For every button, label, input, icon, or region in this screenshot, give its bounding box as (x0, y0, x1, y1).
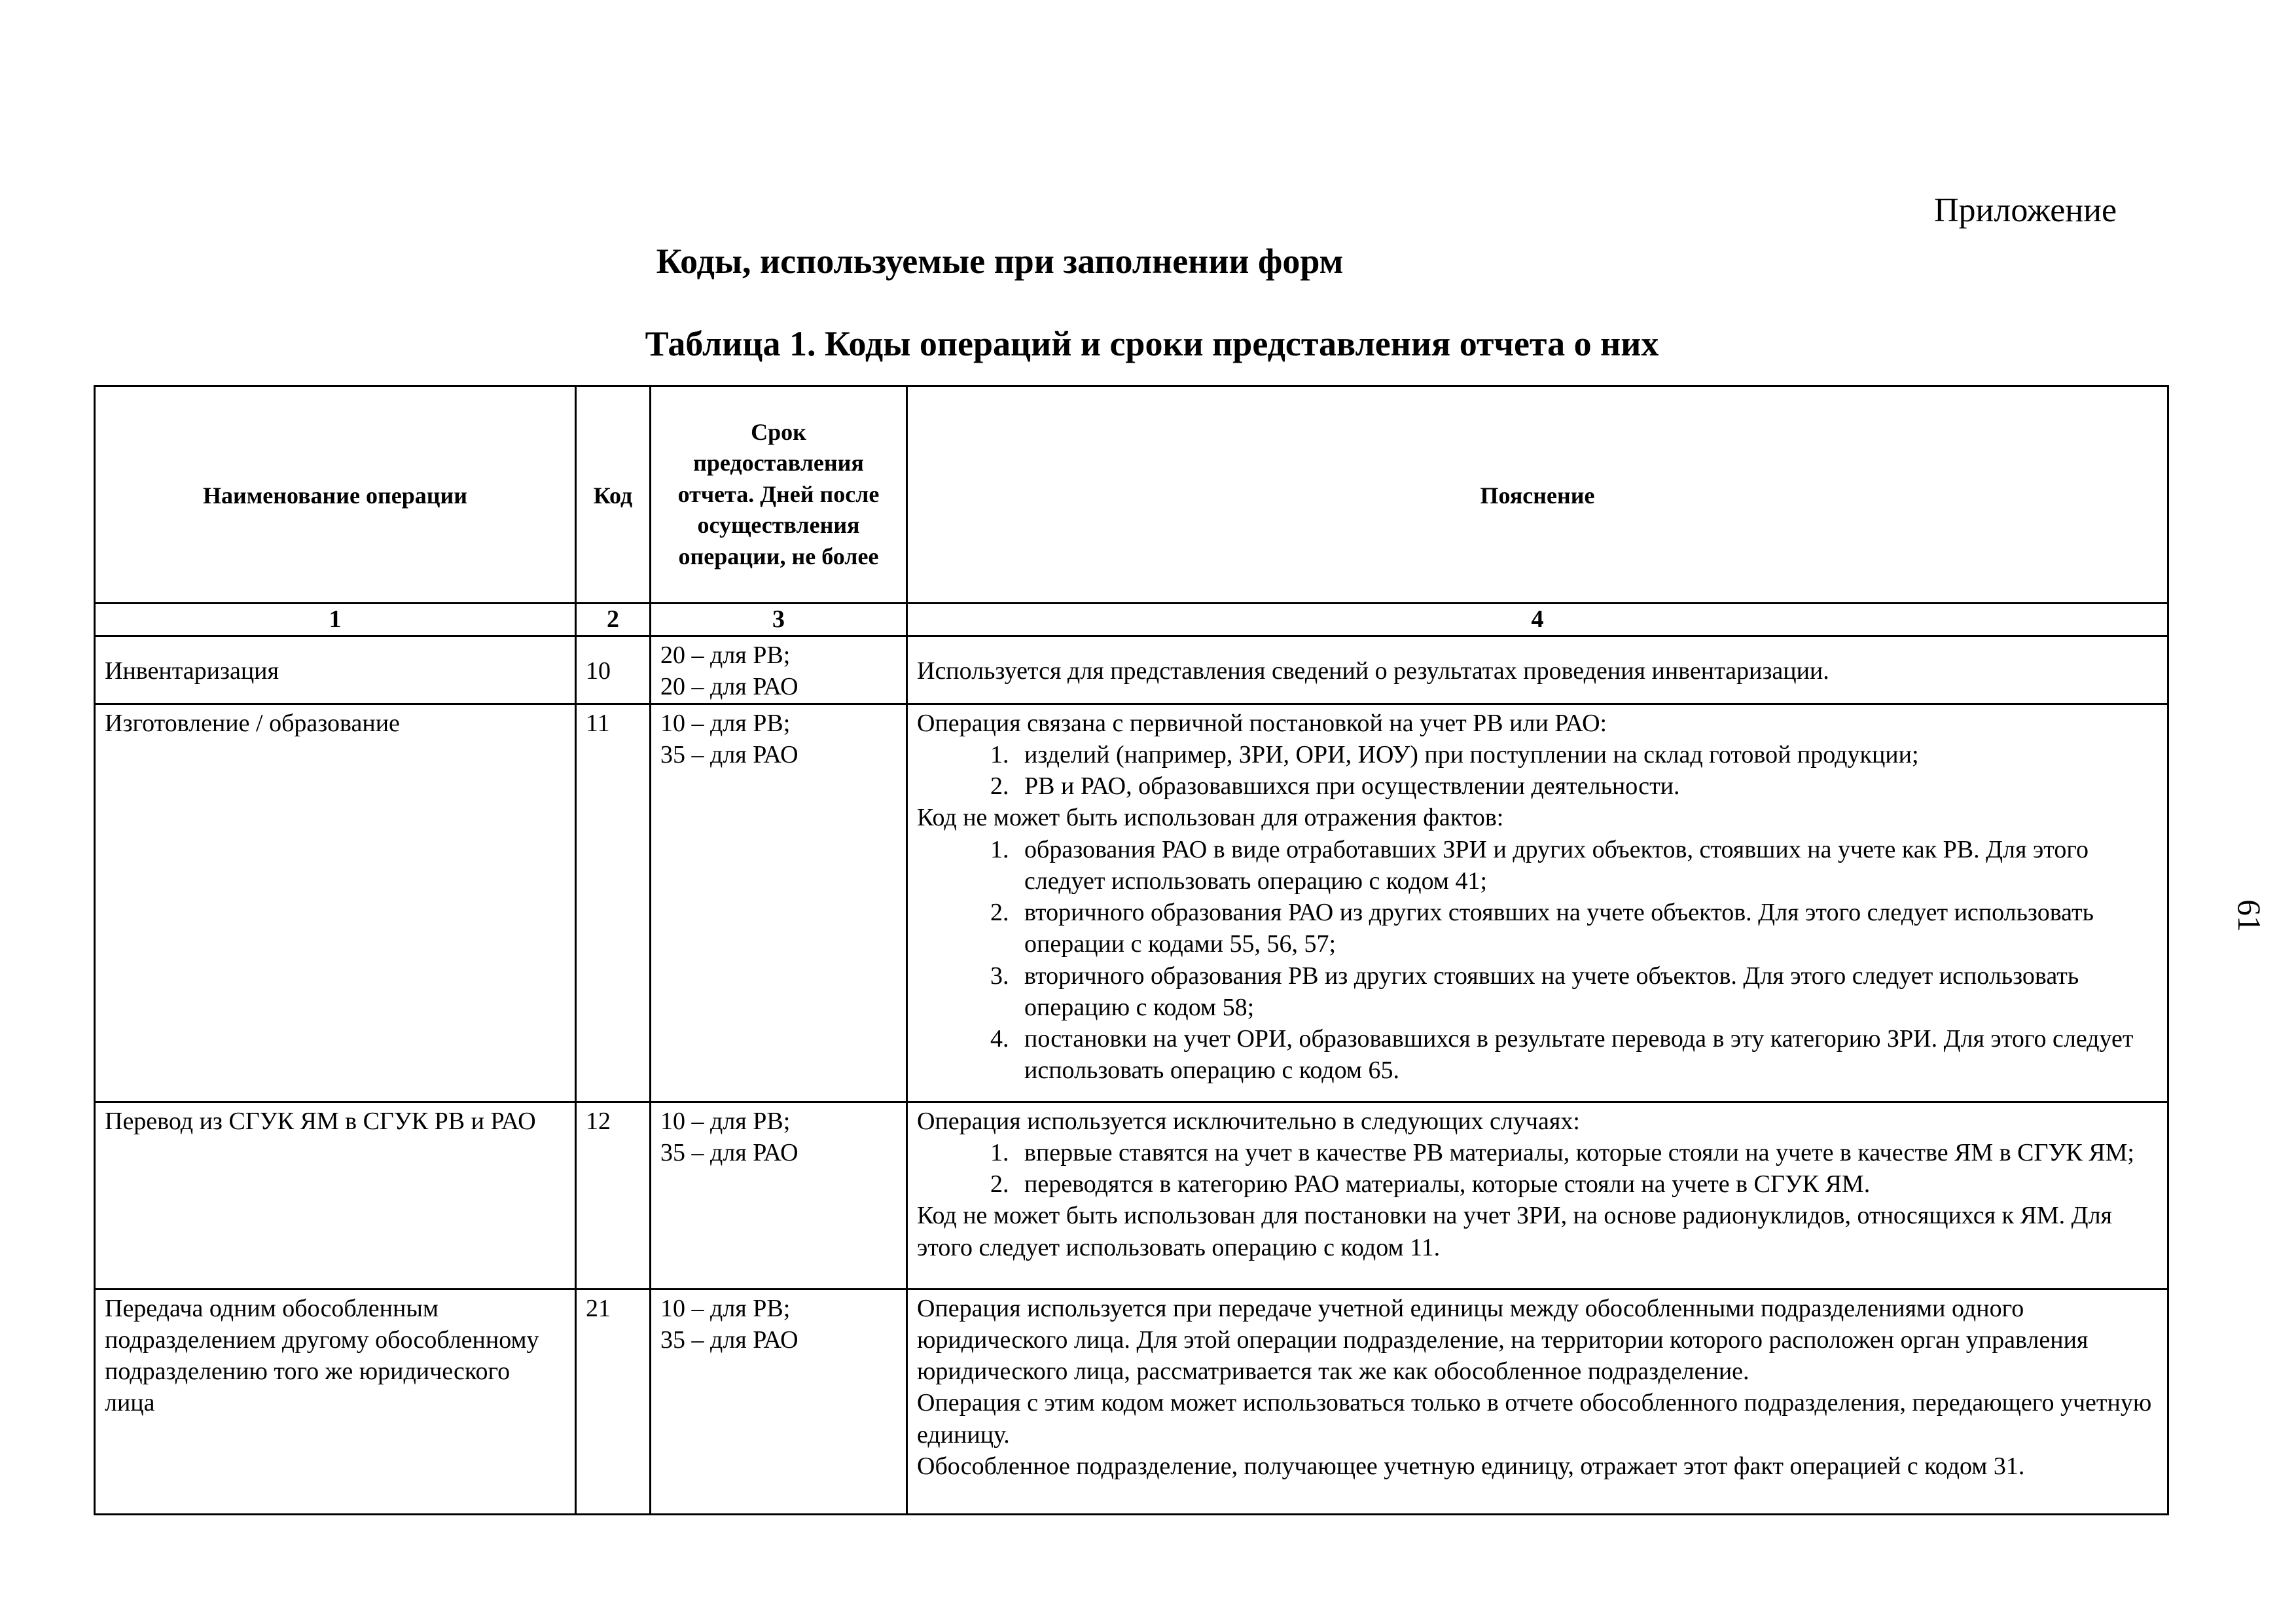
operation-explanation (907, 1102, 2168, 1289)
column-number: 4 (907, 604, 2168, 636)
explanation-paragraph: Операция с этим кодом может использоваться только в отчете обособленного подразделения, передающего учетную единицу. (917, 1389, 2152, 1449)
numbered-list (917, 834, 2158, 1087)
header-term: Срок предоставления отчета. Дней после осуществления операции, не более (651, 386, 907, 604)
table-row (95, 1102, 2168, 1289)
explanation-text: Операция используется исключительно в следующих случаях: (917, 1107, 1580, 1135)
explanation-text: Используется для представления сведений о результатах проведения инвентаризации. (917, 657, 1829, 685)
term-rao: 20 – для РАО (660, 673, 798, 701)
list-item: 2. переводятся в категорию РАО материалы, которые стояли на учете в СГУК ЯМ. (1015, 1168, 2158, 1200)
explanation-text: Операция связана с первичной постановкой на учет РВ или РАО: (917, 709, 1607, 737)
explanation-note: Код не может быть использован для постановки на учет ЗРИ, на основе радионуклидов, относящихся к ЯМ. Для этого следует использовать операцию с кодом 11. (917, 1202, 2113, 1261)
term-rv: 10 – для РВ; (660, 1107, 791, 1135)
table-title: Таблица 1. Коды операций и сроки представления отчета о них (645, 324, 1659, 363)
operation-term (651, 704, 907, 1102)
operation-term (651, 1289, 907, 1514)
operation-code: 11 (576, 704, 651, 1102)
table-header-row (95, 386, 2168, 604)
explanation-note: Код не может быть использован для отражения фактов: (917, 804, 1504, 832)
list-item: 1. впервые ставятся на учет в качестве РВ материалы, которые стояли на учете в качестве ЯМ в СГУК ЯМ; (1015, 1137, 2158, 1168)
operation-name: Инвентаризация (95, 636, 576, 704)
column-number-row (95, 604, 2168, 636)
page-number: 61 (2231, 899, 2268, 932)
header-name: Наименование операции (95, 386, 576, 604)
numbered-list (917, 1137, 2158, 1200)
explanation-paragraph: Операция используется при передаче учетной единицы между обособленными подразделениями одного юридического лица. Для этой операции подразделение, на территории которого расположен орган управления юридического лица, рассматривается так же как обособленное подразделение. (917, 1294, 2089, 1385)
explanation-paragraph: Обособленное подразделение, получающее учетную единицу, отражает этот факт операцией с кодом 31. (917, 1452, 2025, 1480)
list-item: 4. постановки на учет ОРИ, образовавшихся в результате перевода в эту категорию ЗРИ. Для этого следует использовать операцию с кодом 65. (1015, 1023, 2158, 1087)
operations-table (94, 385, 2169, 1515)
operation-term (651, 1102, 907, 1289)
term-rv: 10 – для РВ; (660, 1294, 791, 1322)
column-number: 1 (95, 604, 576, 636)
term-rv: 10 – для РВ; (660, 709, 791, 737)
operation-explanation (907, 704, 2168, 1102)
list-item: 3. вторичного образования РВ из других стоявших на учете объектов. Для этого следует использовать операцию с кодом 58; (1015, 960, 2158, 1024)
term-rao: 35 – для РАО (660, 740, 798, 768)
list-item: 1. образования РАО в виде отработавших ЗРИ и других объектов, стоявших на учете как РВ. Для этого следует использовать операцию с кодом 41; (1015, 834, 2158, 897)
header-code: Код (576, 386, 651, 604)
column-number: 2 (576, 604, 651, 636)
operation-name: Передача одним обособленным подразделением другому обособленному подразделению того же юридического лица (95, 1289, 576, 1514)
term-rv: 20 – для РВ; (660, 641, 791, 669)
table-row (95, 1289, 2168, 1514)
operation-code: 21 (576, 1289, 651, 1514)
table-row (95, 636, 2168, 704)
list-item: 1. изделий (например, ЗРИ, ОРИ, ИОУ) при поступлении на склад готовой продукции; (1015, 739, 2158, 770)
appendix-label: Приложение (1934, 192, 2117, 229)
numbered-list (917, 739, 2158, 803)
term-rao: 35 – для РАО (660, 1138, 798, 1166)
column-number: 3 (651, 604, 907, 636)
operation-explanation (907, 636, 2168, 704)
table-row (95, 704, 2168, 1102)
page-title: Коды, используемые при заполнении форм (656, 242, 1344, 281)
operation-name: Изготовление / образование (95, 704, 576, 1102)
operation-term (651, 636, 907, 704)
operation-code: 12 (576, 1102, 651, 1289)
operation-code: 10 (576, 636, 651, 704)
operation-explanation (907, 1289, 2168, 1514)
list-item: 2. вторичного образования РАО из других стоявших на учете объектов. Для этого следует использовать операции с кодами 55, 56, 57; (1015, 897, 2158, 960)
list-item: 2. РВ и РАО, образовавшихся при осуществлении деятельности. (1015, 770, 2158, 802)
header-explanation: Пояснение (907, 386, 2168, 604)
term-rao: 35 – для РАО (660, 1326, 798, 1354)
operation-name: Перевод из СГУК ЯМ в СГУК РВ и РАО (95, 1102, 576, 1289)
